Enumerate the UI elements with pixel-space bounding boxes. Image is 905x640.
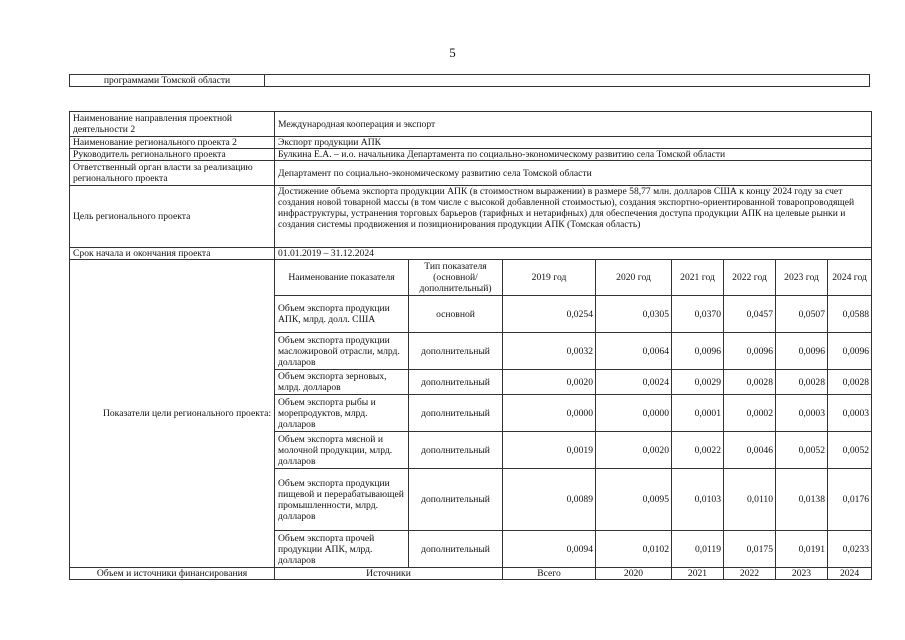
authority-label: Ответственный орган власти за реализацию регионального проекта bbox=[70, 161, 275, 186]
indicator-value: 0,0024 bbox=[596, 370, 672, 395]
year-header: 2023 год bbox=[776, 260, 828, 296]
indicator-value: 0,0064 bbox=[596, 333, 672, 370]
indicator-value: 0,0095 bbox=[596, 469, 672, 531]
indicator-name: Объем экспорта продукции масложировой отрасли, млрд. долларов bbox=[275, 333, 409, 370]
indicator-value: 0,0370 bbox=[672, 296, 724, 333]
indicator-value: 0,0305 bbox=[596, 296, 672, 333]
indicator-value: 0,0032 bbox=[503, 333, 596, 370]
financing-year-header: 2023 bbox=[776, 568, 828, 580]
table-row bbox=[70, 149, 872, 161]
indicator-value: 0,0094 bbox=[503, 531, 596, 568]
indicator-value: 0,0028 bbox=[828, 370, 872, 395]
financing-row bbox=[70, 568, 872, 580]
financing-year-header: 2024 bbox=[828, 568, 872, 580]
indicator-value: 0,0233 bbox=[828, 531, 872, 568]
indicator-type: дополнительный bbox=[409, 370, 503, 395]
table-row bbox=[70, 75, 870, 87]
authority-value: Департамент по социально-экономическому развитию села Томской области bbox=[275, 161, 872, 186]
indicator-type: дополнительный bbox=[409, 395, 503, 432]
indicator-name: Объем экспорта зерновых, млрд. долларов bbox=[275, 370, 409, 395]
project-value: Экспорт продукции АПК bbox=[275, 137, 872, 149]
indicator-header-row bbox=[70, 260, 872, 296]
period-value: 01.01.2019 – 31.12.2024 bbox=[275, 248, 872, 260]
financing-label: Объем и источники финансирования bbox=[70, 568, 275, 580]
indicator-value: 0,0089 bbox=[503, 469, 596, 531]
goal-label: Цель регионального проекта bbox=[70, 186, 275, 248]
indicator-value: 0,0003 bbox=[776, 395, 828, 432]
indicator-value: 0,0052 bbox=[828, 432, 872, 469]
indicator-value: 0,0002 bbox=[724, 395, 776, 432]
indicator-type: дополнительный bbox=[409, 531, 503, 568]
indicator-value: 0,0096 bbox=[724, 333, 776, 370]
project-passport-table bbox=[69, 111, 872, 580]
indicator-value: 0,0019 bbox=[503, 432, 596, 469]
indicator-value: 0,0022 bbox=[672, 432, 724, 469]
table-row bbox=[70, 137, 872, 149]
financing-year-header: 2022 bbox=[724, 568, 776, 580]
indicator-type: основной bbox=[409, 296, 503, 333]
indicator-type-header: Тип показателя (основной/дополнительный) bbox=[409, 260, 503, 296]
top-row-value bbox=[265, 75, 870, 87]
indicator-value: 0,0119 bbox=[672, 531, 724, 568]
indicator-type: дополнительный bbox=[409, 469, 503, 531]
head-value: Булкина Е.А. – и.о. начальника Департамента по социально-экономическому развитию села Томской области bbox=[275, 149, 872, 161]
indicator-value: 0,0046 bbox=[724, 432, 776, 469]
indicator-type: дополнительный bbox=[409, 432, 503, 469]
indicator-value: 0,0020 bbox=[503, 370, 596, 395]
direction-label: Наименование направления проектной деятельности 2 bbox=[70, 112, 275, 137]
financing-year-header: 2020 bbox=[596, 568, 672, 580]
table-row bbox=[70, 112, 872, 137]
indicator-value: 0,0020 bbox=[596, 432, 672, 469]
indicator-name: Объем экспорта продукции пищевой и перерабатывающей промышленности, млрд. долларов bbox=[275, 469, 409, 531]
year-header: 2021 год bbox=[672, 260, 724, 296]
indicator-value: 0,0096 bbox=[776, 333, 828, 370]
indicator-value: 0,0096 bbox=[672, 333, 724, 370]
period-label: Срок начала и окончания проекта bbox=[70, 248, 275, 260]
indicator-value: 0,0003 bbox=[828, 395, 872, 432]
financing-total-header: Всего bbox=[503, 568, 596, 580]
indicators-label: Показатели цели регионального проекта: bbox=[70, 260, 275, 568]
indicator-name-header: Наименование показателя bbox=[275, 260, 409, 296]
indicator-value: 0,0028 bbox=[724, 370, 776, 395]
indicator-value: 0,0029 bbox=[672, 370, 724, 395]
indicator-value: 0,0000 bbox=[596, 395, 672, 432]
indicator-name: Объем экспорта продукции АПК, млрд. долл. США bbox=[275, 296, 409, 333]
indicator-value: 0,0052 bbox=[776, 432, 828, 469]
indicator-value: 0,0001 bbox=[672, 395, 724, 432]
indicator-value: 0,0191 bbox=[776, 531, 828, 568]
indicator-value: 0,0000 bbox=[503, 395, 596, 432]
goal-value: Достижение объема экспорта продукции АПК (в стоимостном выражении) в размере 58,77 млн. долларов США к концу 2024 году за счет создания новой товарной массы (в том числе с высокой добавленной стоимостью), создания экспортно-ориентированной товаропроводящей инфраструктуры, устранения торговых барьеров (тарифных и нетарифных) для обеспечения доступа продукции АПК на целевые рынки и создания системы продвижения и позиционирования продукции АПК (Томская область) bbox=[275, 186, 872, 248]
indicator-value: 0,0176 bbox=[828, 469, 872, 531]
table-row bbox=[70, 248, 872, 260]
indicator-value: 0,0175 bbox=[724, 531, 776, 568]
indicator-value: 0,0254 bbox=[503, 296, 596, 333]
indicator-value: 0,0138 bbox=[776, 469, 828, 531]
financing-sources-header: Источники bbox=[275, 568, 503, 580]
project-label: Наименование регионального проекта 2 bbox=[70, 137, 275, 149]
indicator-value: 0,0110 bbox=[724, 469, 776, 531]
indicator-value: 0,0096 bbox=[828, 333, 872, 370]
indicator-value: 0,0457 bbox=[724, 296, 776, 333]
indicator-value: 0,0507 bbox=[776, 296, 828, 333]
indicator-value: 0,0028 bbox=[776, 370, 828, 395]
year-header: 2024 год bbox=[828, 260, 872, 296]
year-header: 2019 год bbox=[503, 260, 596, 296]
top-table bbox=[69, 74, 870, 87]
table-row bbox=[70, 186, 872, 248]
indicator-name: Объем экспорта мясной и молочной продукции, млрд. долларов bbox=[275, 432, 409, 469]
table-row bbox=[70, 161, 872, 186]
indicator-value: 0,0588 bbox=[828, 296, 872, 333]
financing-year-header: 2021 bbox=[672, 568, 724, 580]
indicator-value: 0,0103 bbox=[672, 469, 724, 531]
indicator-value: 0,0102 bbox=[596, 531, 672, 568]
year-header: 2022 год bbox=[724, 260, 776, 296]
indicator-type: дополнительный bbox=[409, 333, 503, 370]
page-number: 5 bbox=[449, 45, 456, 60]
indicator-name: Объем экспорта прочей продукции АПК, млрд. долларов bbox=[275, 531, 409, 568]
direction-value: Международная кооперация и экспорт bbox=[275, 112, 872, 137]
top-row-label: программами Томской области bbox=[70, 75, 265, 87]
year-header: 2020 год bbox=[596, 260, 672, 296]
indicator-name: Объем экспорта рыбы и морепродуктов, млрд. долларов bbox=[275, 395, 409, 432]
head-label: Руководитель регионального проекта bbox=[70, 149, 275, 161]
